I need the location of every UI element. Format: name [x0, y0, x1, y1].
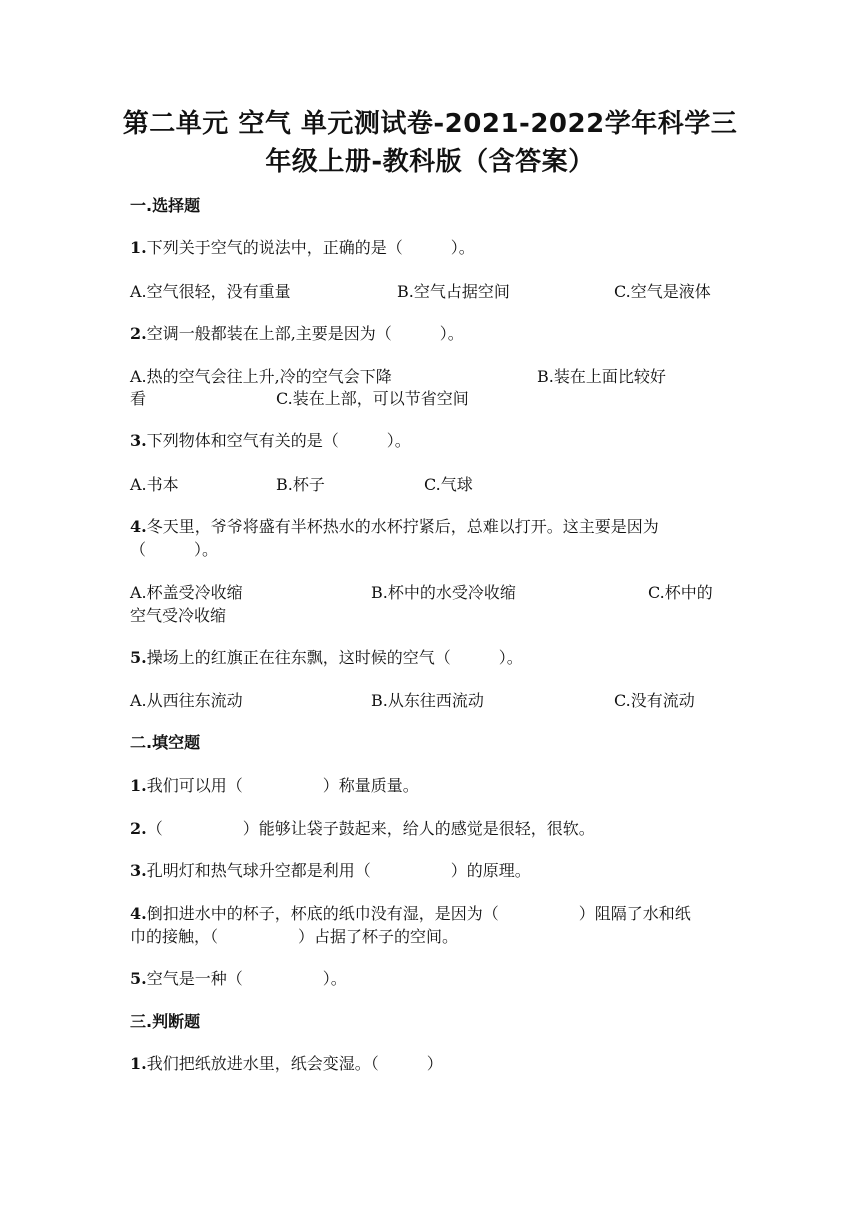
choice-q5-option-b: B.从东往西流动	[371, 691, 484, 710]
choice-q3-option-c: C.气球	[424, 475, 473, 494]
question-number: 3.	[130, 431, 147, 450]
choice-q5-option-c: C.没有流动	[614, 691, 695, 710]
choice-q2-option-c: C.装在上部，可以节省空间	[276, 389, 469, 408]
question-number: 5.	[130, 969, 147, 988]
question-number: 2.	[130, 324, 147, 343]
page-title-line-2: 年级上册-教科版（含答案）	[265, 147, 595, 177]
choice-q4-option-c-continued: 空气受冷收缩	[130, 606, 227, 625]
question-number: 3.	[130, 861, 147, 880]
choice-q5-option-a: A.从西往东流动	[130, 691, 243, 710]
fill-question-2	[130, 816, 595, 839]
question-text: 下列物体和空气有关的是（ ）。	[146, 431, 411, 450]
choice-question-4-continued: （ ）。	[130, 540, 219, 559]
choice-q4-option-a: A.杯盖受冷收缩	[130, 583, 243, 602]
choice-q3-option-b: B.杯子	[276, 475, 325, 494]
question-text: 我们可以用（ ）称量质量。	[146, 776, 419, 795]
question-text: 空气是一种（ ）。	[146, 969, 347, 988]
fill-question-1	[130, 773, 419, 796]
choice-question-5	[130, 645, 523, 668]
question-text: 倒扣进水中的杯子，杯底的纸巾没有湿，是因为（ ）阻隔了水和纸	[146, 904, 691, 923]
choice-question-1	[130, 235, 475, 258]
question-number: 5.	[130, 648, 147, 667]
question-number: 2.	[130, 819, 147, 838]
section-heading-choice: 一.选择题	[130, 196, 201, 215]
choice-question-4	[130, 514, 659, 537]
choice-q4-option-b: B.杯中的水受冷收缩	[371, 583, 516, 602]
section-heading-judge: 三.判断题	[130, 1012, 201, 1031]
choice-q3-option-a: A.书本	[130, 475, 179, 494]
choice-q2-option-b-continued: 看	[130, 389, 147, 408]
question-number: 4.	[130, 904, 147, 923]
choice-question-3	[130, 428, 411, 451]
question-text: 下列关于空气的说法中，正确的是（ ）。	[146, 238, 475, 257]
choice-q1-option-b: B.空气占据空间	[397, 282, 510, 301]
choice-question-2	[130, 321, 464, 344]
fill-question-4-continued: 巾的接触，（ ）占据了杯子的空间。	[130, 927, 459, 946]
question-text: 我们把纸放进水里，纸会变湿。（ ）	[146, 1054, 443, 1073]
fill-question-4	[130, 901, 691, 924]
question-text: 空调一般都装在上部,主要是因为（ ）。	[146, 324, 464, 343]
question-number: 1.	[130, 1054, 147, 1073]
question-text: 冬天里，爷爷将盛有半杯热水的水杯拧紧后，总难以打开。这主要是因为	[146, 517, 659, 536]
choice-q1-option-c: C.空气是液体	[614, 282, 711, 301]
fill-question-3	[130, 858, 531, 881]
fill-question-5	[130, 966, 347, 989]
page-title-line-1: 第二单元 空气 单元测试卷-2021-2022学年科学三	[122, 109, 738, 139]
question-text: （ ）能够让袋子鼓起来，给人的感觉是很轻，很软。	[146, 819, 595, 838]
question-text: 孔明灯和热气球升空都是利用（ ）的原理。	[146, 861, 531, 880]
section-heading-fill: 二.填空题	[130, 733, 201, 752]
choice-q1-option-a: A.空气很轻，没有重量	[130, 282, 291, 301]
choice-q2-option-b: B.装在上面比较好	[537, 367, 666, 386]
choice-q2-option-a: A.热的空气会往上升,冷的空气会下降	[130, 367, 392, 386]
question-text: 操场上的红旗正在往东飘，这时候的空气（ ）。	[146, 648, 523, 667]
question-number: 1.	[130, 238, 147, 257]
question-number: 4.	[130, 517, 147, 536]
question-number: 1.	[130, 776, 147, 795]
choice-q4-option-c: C.杯中的	[648, 583, 713, 602]
judge-question-1	[130, 1051, 443, 1074]
